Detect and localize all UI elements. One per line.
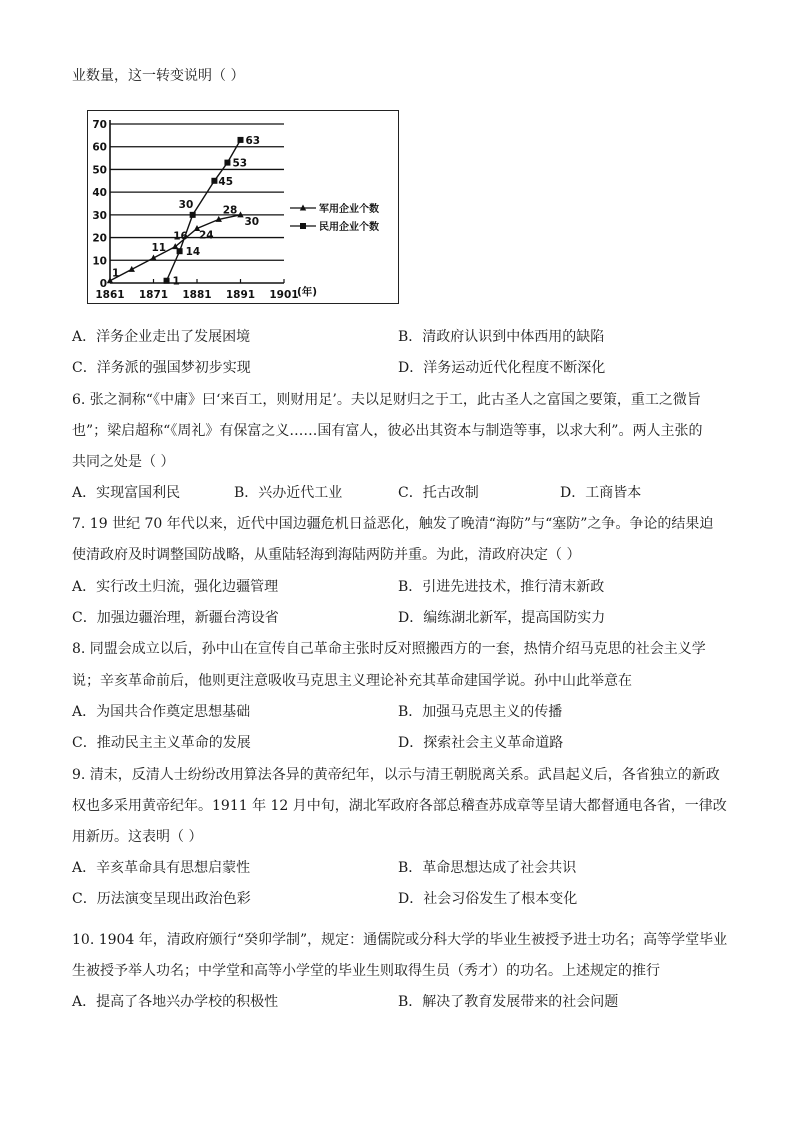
y-tick-label-50: 50 bbox=[92, 164, 107, 177]
enterprise-count-chart bbox=[87, 110, 399, 304]
q8-option-b[interactable]: B．加强马克思主义的传播 bbox=[398, 704, 563, 720]
x-tick-label-1881: 1881 bbox=[182, 289, 212, 301]
q5-option-d[interactable]: D．洋务运动近代化程度不断深化 bbox=[398, 360, 606, 376]
q8-option-a[interactable]: A．为国共合作奠定思想基础 bbox=[72, 704, 251, 720]
q10-option-a[interactable]: A．提高了各地兴办学校的积极性 bbox=[72, 994, 279, 1010]
y-tick-label-70: 70 bbox=[92, 119, 107, 131]
x-tick-label-1871: 1871 bbox=[138, 289, 169, 301]
q7-stem-line-1: 7. 19 世纪 70 年代以来，近代中国边疆危机日益恶化，触发了晚清“海防”与“塞防”之争。争论的结果迫 bbox=[72, 516, 714, 532]
q9-stem-line-1: 9. 清末，反清人士纷纷改用算法各异的黄帝纪年，以示与清王朝脱离关系。武昌起义后，各省独立的新政 bbox=[72, 767, 720, 783]
q6-option-c[interactable]: C．托古改制 bbox=[398, 485, 479, 501]
x-tick-label-1861: 1861 bbox=[95, 289, 125, 301]
q6-option-b[interactable]: B．兴办近代工业 bbox=[234, 485, 343, 501]
x-axis-unit: (年) bbox=[297, 286, 318, 298]
series-1-point-5 bbox=[238, 137, 244, 143]
data-label-1-2: 30 bbox=[178, 198, 194, 211]
q10-stem-line-2: 生被授予举人功名；中学堂和高等小学堂的毕业生则取得生员（秀才）的功名。上述规定的推行 bbox=[72, 963, 660, 979]
x-tick-label-1891: 1891 bbox=[225, 289, 256, 301]
q8-stem-line-2: 说；辛亥革命前后，他则更注意吸收马克思主义理论补充其革命建国学说。孙中山此举意在 bbox=[72, 673, 632, 689]
data-label-layer bbox=[112, 135, 260, 288]
series-1-point-2 bbox=[190, 212, 196, 218]
intro-line: 业数量，这一转变说明（ ） bbox=[72, 68, 245, 84]
y-tick-label-20: 20 bbox=[92, 232, 107, 245]
q8-option-c[interactable]: C．推动民主主义革命的发展 bbox=[72, 735, 251, 751]
q5-option-a[interactable]: A．洋务企业走出了发展困境 bbox=[72, 329, 251, 345]
q8-stem-line-1: 8. 同盟会成立以后，孙中山在宣传自己革命主张时反对照搬西方的一套，热情介绍马克思的社会主义学 bbox=[72, 641, 706, 657]
data-label-0-5: 30 bbox=[244, 215, 260, 228]
q9-option-a[interactable]: A．辛亥革命具有思想启蒙性 bbox=[72, 860, 251, 876]
q9-stem-line-2: 权也多采用黄帝纪年。1911 年 12 月中旬，湖北军政府各部总稽查苏成章等呈请大都督通电各省，一律改 bbox=[72, 798, 727, 814]
q5-option-b[interactable]: B．清政府认识到中体西用的缺陷 bbox=[398, 329, 605, 345]
legend-label-0: 军用企业个数 bbox=[319, 204, 379, 215]
series-1-point-0 bbox=[164, 278, 170, 284]
data-label-1-3: 45 bbox=[218, 175, 234, 188]
q6-stem-line-1: 6. 张之洞称“《中庸》曰‘来百工，则财用足’。夫以足财归之于工，此古圣人之富国之要策，重工之微旨 bbox=[72, 392, 701, 408]
q7-option-c[interactable]: C．加强边疆治理，新疆台湾设省 bbox=[72, 610, 279, 626]
q9-stem-line-3: 用新历。这表明（ ） bbox=[72, 829, 203, 845]
data-label-1-0: 1 bbox=[172, 275, 180, 288]
q5-option-c[interactable]: C．洋务派的强国梦初步实现 bbox=[72, 360, 251, 376]
y-tick-label-60: 60 bbox=[92, 141, 107, 154]
q7-option-d[interactable]: D．编练湖北新军，提高国防实力 bbox=[398, 610, 606, 626]
q6-option-d[interactable]: D．工商皆本 bbox=[560, 485, 642, 501]
q7-option-b[interactable]: B．引进先进技术，推行清末新政 bbox=[398, 579, 605, 595]
data-label-0-3: 24 bbox=[199, 229, 214, 242]
q7-option-a[interactable]: A．实行改土归流，强化边疆管理 bbox=[72, 579, 279, 595]
q10-stem-line-1: 10. 1904 年，清政府颁行“癸卯学制”，规定：通儒院或分科大学的毕业生被授予进士功名；高等学堂毕业 bbox=[72, 932, 728, 948]
legend bbox=[290, 202, 379, 233]
x-tick-label-1901: 1901 bbox=[269, 289, 299, 301]
y-tick-label-10: 10 bbox=[92, 255, 107, 268]
series-1-point-3 bbox=[211, 178, 217, 184]
y-tick-label-0: 0 bbox=[99, 278, 107, 290]
q8-option-d[interactable]: D．探索社会主义革命道路 bbox=[398, 735, 564, 751]
series-1-point-4 bbox=[224, 160, 230, 166]
data-label-0-0: 1 bbox=[112, 267, 120, 280]
data-label-1-1: 14 bbox=[185, 246, 201, 259]
q9-option-c[interactable]: C．历法演变呈现出政治色彩 bbox=[72, 891, 251, 907]
series-1-point-1 bbox=[177, 248, 183, 254]
y-tick-label-40: 40 bbox=[92, 187, 107, 200]
q6-stem-line-2: 也”；梁启超称“《周礼》有保富之义……国有富人，彼必出其资本与制造等事，以求大利”。两人主张的 bbox=[72, 423, 703, 439]
q7-stem-line-2: 使清政府及时调整国防战略，从重陆轻海到海陆两防并重。为此，清政府决定（ ） bbox=[72, 547, 581, 563]
q9-option-b[interactable]: B．革命思想达成了社会共识 bbox=[398, 860, 577, 876]
q10-option-b[interactable]: B．解决了教育发展带来的社会问题 bbox=[398, 994, 619, 1010]
q6-stem-line-3: 共同之处是（ ） bbox=[72, 454, 175, 470]
data-label-1-4: 53 bbox=[232, 157, 248, 170]
data-label-0-2: 16 bbox=[173, 230, 188, 243]
chart-svg bbox=[88, 111, 400, 305]
data-label-1-5: 63 bbox=[245, 134, 261, 147]
data-label-0-4: 28 bbox=[222, 204, 238, 217]
legend-marker-1 bbox=[300, 223, 306, 229]
legend-label-1: 民用企业个数 bbox=[319, 222, 379, 233]
q6-option-a[interactable]: A．实现富国利民 bbox=[72, 485, 181, 501]
data-label-0-1: 11 bbox=[151, 242, 167, 255]
q9-option-d[interactable]: D．社会习俗发生了根本变化 bbox=[398, 891, 578, 907]
y-tick-label-30: 30 bbox=[92, 209, 107, 222]
